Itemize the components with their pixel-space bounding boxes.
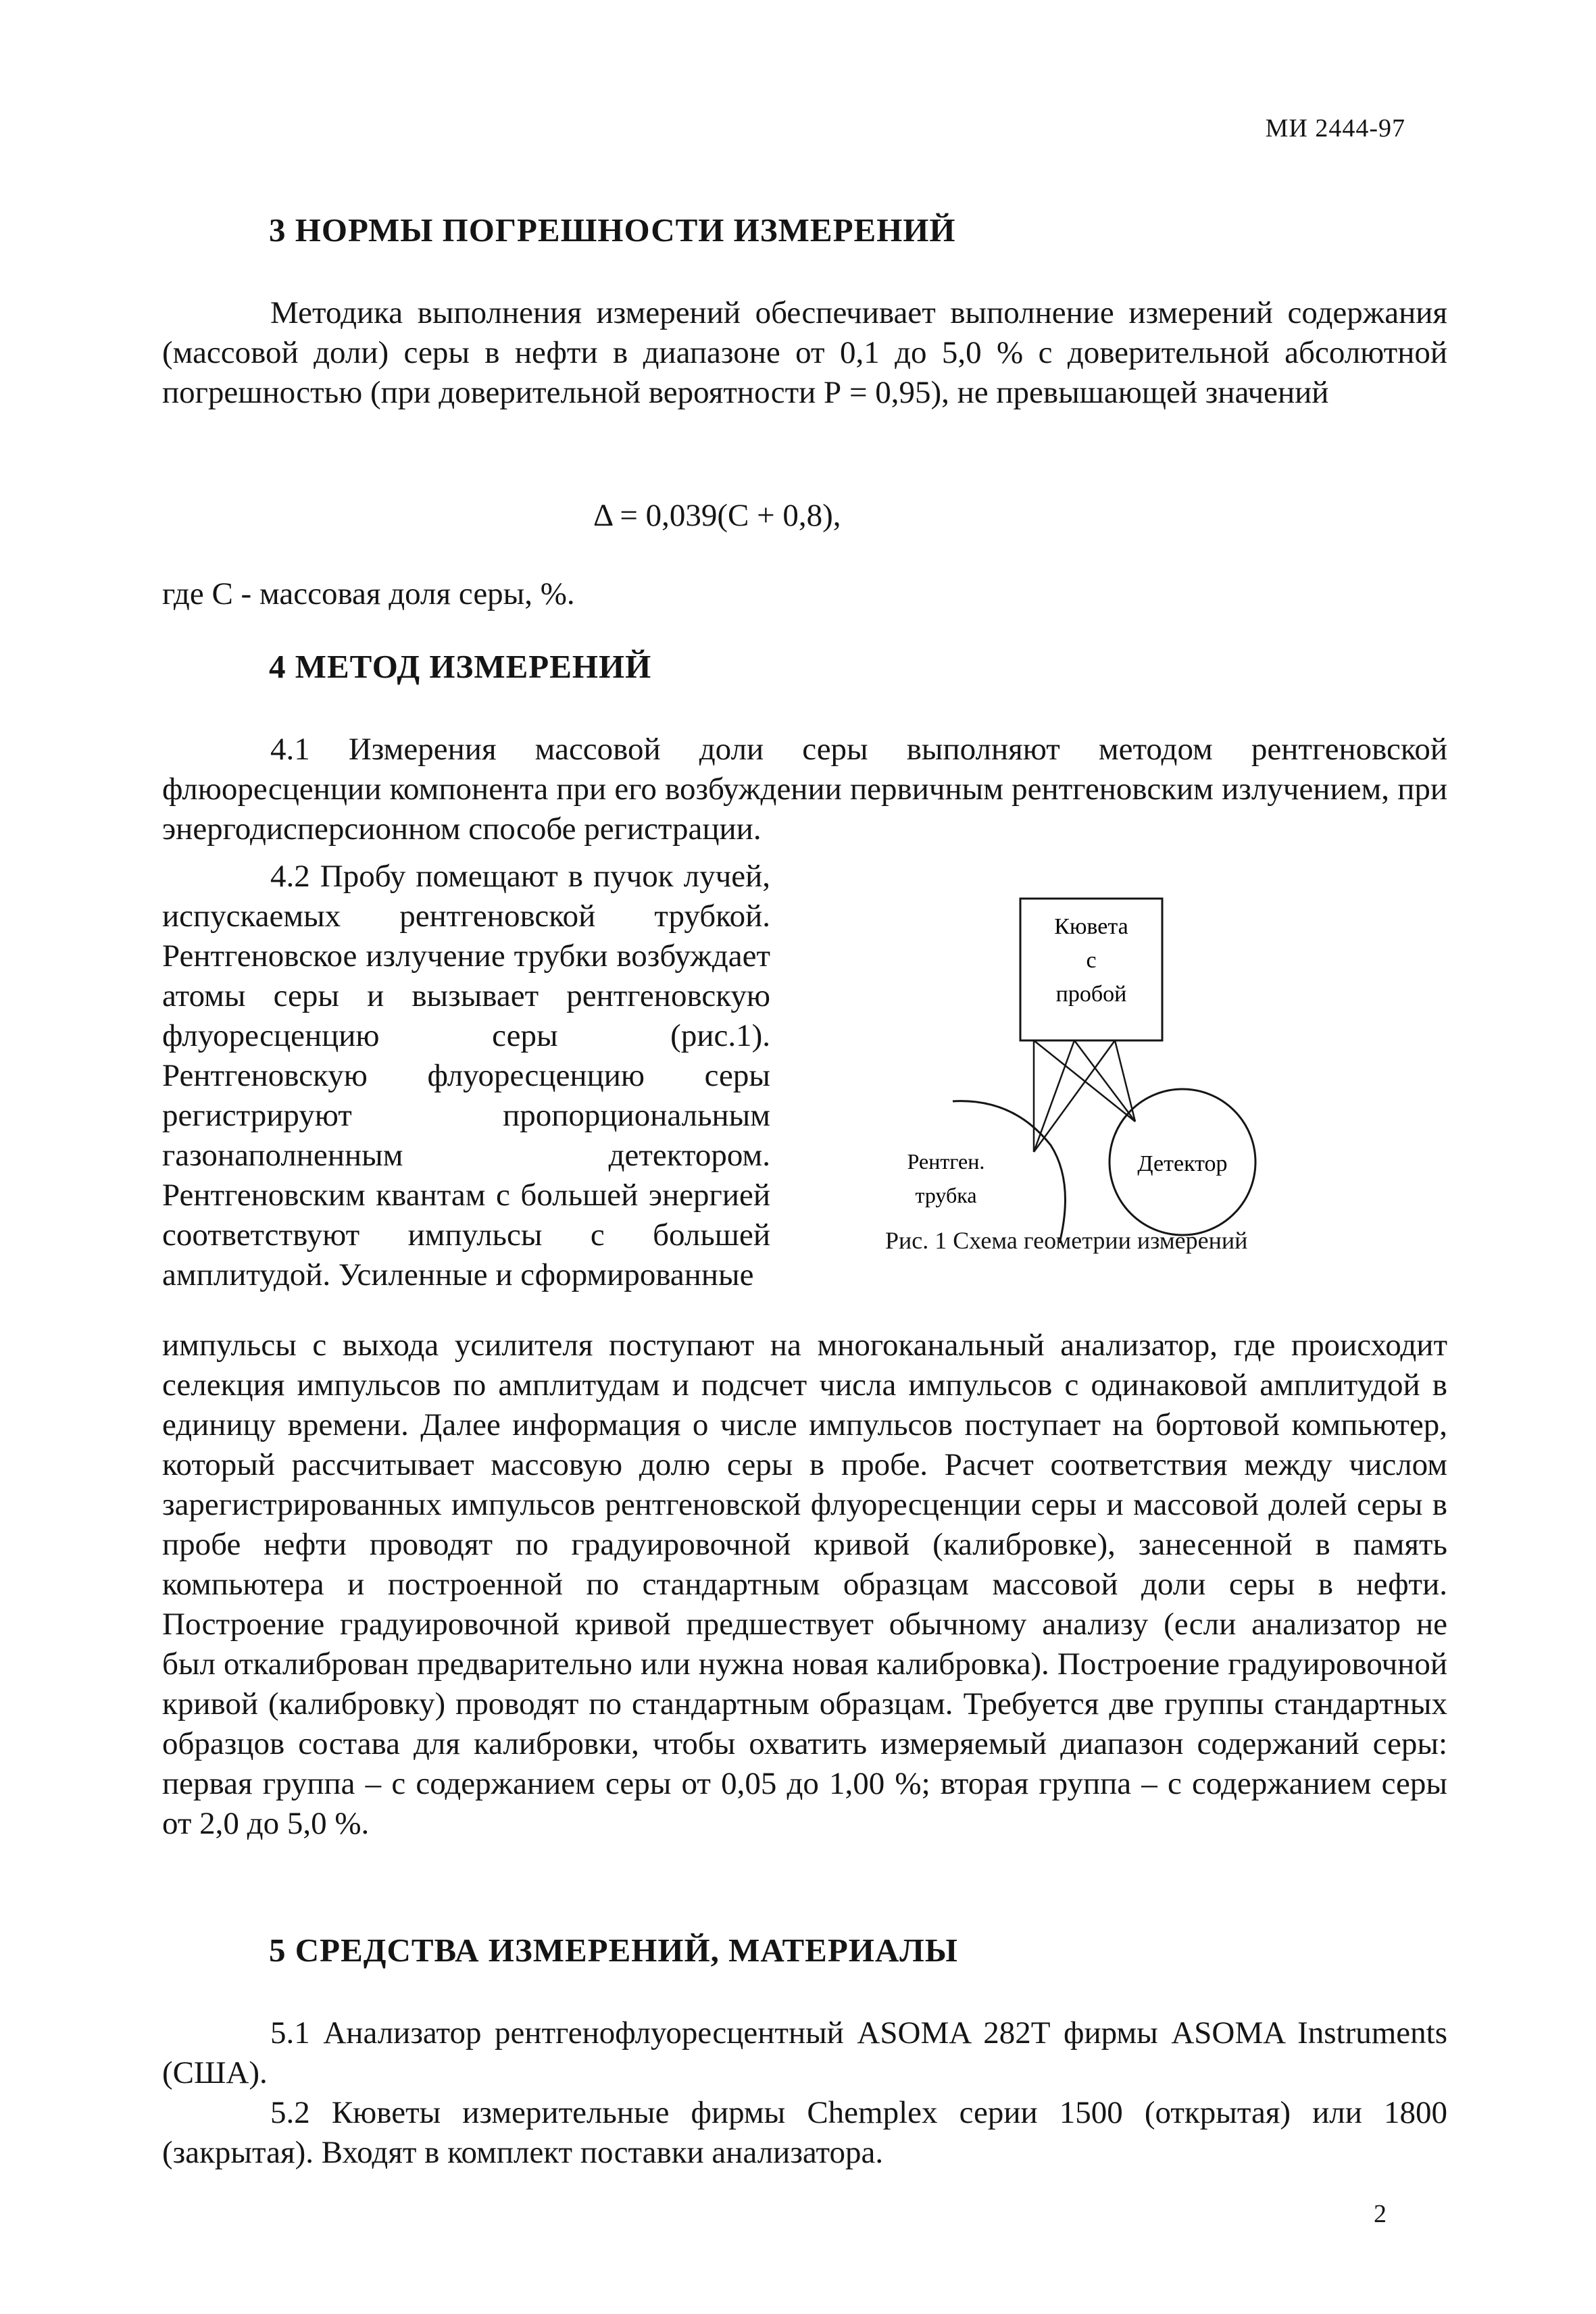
error-formula: Δ = 0,039(С + 0,8),	[593, 498, 841, 533]
paragraph-5-1: 5.1 Анализатор рентгенофлуоресцентный ASOMA 282Т фирмы ASOMA Instruments (США).	[162, 2015, 1447, 2090]
section-3-paragraph: Методика выполнения измерений обеспечивает выполнение измерений содержания (массовой доли) серы в нефти в диапазоне от 0,1 до 5,0 % с доверительной абсолютной погрешностью (при доверительной вероятности Р = 0,95), не превышающей значений	[162, 295, 1447, 410]
section-5-heading: 5 СРЕДСТВА ИЗМЕРЕНИЙ, МАТЕРИАЛЫ	[269, 1932, 958, 1969]
detector-label: Детектор	[1137, 1151, 1228, 1176]
cuvette-label-2: с	[1086, 948, 1097, 973]
paragraph-4-1: 4.1 Измерения массовой доли серы выполняют методом рентгеновской флюоресценции компонента при его возбуждении первичным рентгеновским излучением, при энергодисперсионном способе регистрации.	[162, 732, 1447, 847]
cuvette-label-3: пробой	[1055, 982, 1127, 1007]
formula-legend: где С - массовая доля серы, %.	[162, 576, 575, 611]
measurement-geometry-figure	[878, 892, 1338, 1243]
section-3-heading: 3 НОРМЫ ПОГРЕШНОСТИ ИЗМЕРЕНИЙ	[269, 211, 956, 249]
paragraph-5-2: 5.2 Кюветы измерительные фирмы Chemplex серии 1500 (открытая) или 1800 (закрытая). Входят в комплект поставки анализатора.	[162, 2095, 1447, 2170]
document-id: МИ 2444-97	[1265, 114, 1405, 143]
section-4-heading: 4 МЕТОД ИЗМЕРЕНИЙ	[269, 648, 652, 685]
tube-label-1: Рентген.	[907, 1149, 985, 1174]
paragraph-4-2-column: 4.2 Пробу помещают в пучок лучей, испускаемых рентгеновской трубкой. Рентгеновское излучение трубки возбуждает атомы серы и вызывает рентгеновскую флуоресценцию серы (рис.1). Рентгеновскую флуоресценцию серы регистрируют пропорциональным газонаполненным детектором. Рентгеновским квантам с большей энергией соответствуют импульсы с большей амплитудой. Усиленные и сформированные	[162, 859, 770, 1292]
cuvette-label-1: Кювета	[1054, 914, 1128, 939]
paragraph-4-2-continued: импульсы с выхода усилителя поступают на многоканальный анализатор, где происходит селекция импульсов по амплитудам и подсчет числа импульсов с одинаковой амплитудой в единицу времени. Далее информация о числе импульсов поступает на бортовой компьютер, который рассчитывает массовую долю серы в пробе. Расчет соответствия между числом зарегистрированных импульсов рентгеновской флуоресценции серы и массовой долей серы в пробе нефти проводят по градуировочной кривой (калибровке), занесенной в память компьютера и построенной по стандартным образцам массовой доли серы в нефти. Построение градуировочной кривой предшествует обычному анализу (если анализатор не был откалиброван предварительно или нужна новая калибровка). Построение градуировочной кривой (калибровку) проводят по стандартным образцам. Требуется две группы стандартных образцов состава для калибровки, чтобы охватить измеряемый диапазон содержаний серы: первая группа – с содержанием серы от 0,05 до 1,00 %; вторая группа – с содержанием серы от 2,0 до 5,0 %.	[162, 1328, 1447, 1841]
tube-label-2: трубка	[915, 1183, 977, 1207]
page-number: 2	[1374, 2200, 1387, 2228]
figure-caption: Рис. 1 Схема геометрии измерений	[885, 1227, 1248, 1254]
